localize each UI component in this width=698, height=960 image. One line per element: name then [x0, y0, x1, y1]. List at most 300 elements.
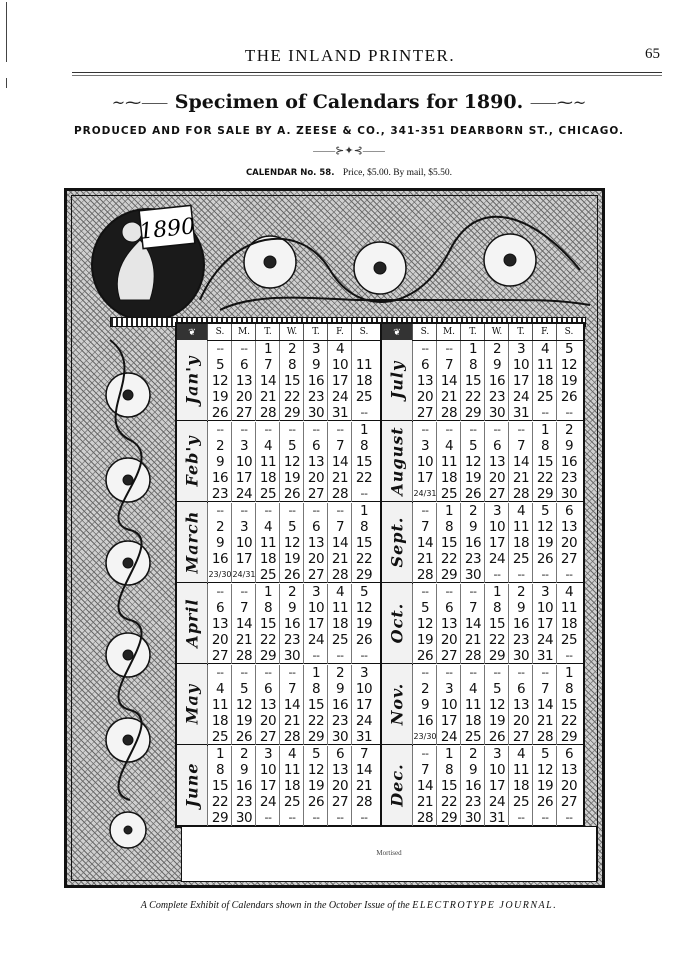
day-cell: 22: [207, 794, 232, 810]
day-cell: 2: [556, 422, 581, 438]
day-cell: --: [484, 665, 509, 681]
day-cell: 23: [207, 486, 232, 502]
caption-journal: ELECTROTYPE JOURNAL.: [412, 900, 558, 911]
day-cell: 17: [436, 713, 461, 729]
day-cell: 3: [484, 746, 509, 762]
day-cell: --: [207, 665, 232, 681]
day-cell: 5: [532, 746, 557, 762]
day-cell: 21: [412, 794, 437, 810]
day-cell: --: [532, 405, 557, 421]
headline-ornament-right: ⸺⁓~: [529, 93, 587, 112]
day-cell: 31: [327, 405, 352, 421]
day-cell: 17: [231, 470, 256, 486]
day-cell: 6: [556, 503, 581, 519]
day-cell: 15: [556, 697, 581, 713]
day-cell: 30: [484, 405, 509, 421]
day-cell: 22: [532, 470, 557, 486]
day-cell: --: [484, 422, 509, 438]
day-cell: 14: [231, 616, 256, 632]
month-name: June: [182, 762, 202, 808]
day-cell: 10: [412, 454, 437, 470]
day-cell: 30: [460, 567, 485, 583]
day-of-week-label: M.: [436, 324, 461, 340]
day-cell: 17: [484, 778, 509, 794]
day-cell: 18: [436, 470, 461, 486]
day-cell: 26: [279, 486, 304, 502]
day-cell: 15: [436, 778, 461, 794]
calendar-half-jan-jun: [177, 324, 382, 826]
day-cell: 29: [460, 405, 485, 421]
day-cell: 22: [484, 632, 509, 648]
day-cell: --: [532, 665, 557, 681]
day-cell: 5: [279, 519, 304, 535]
month-block: [382, 340, 585, 421]
day-cell: --: [351, 405, 376, 421]
day-cell: 5: [484, 681, 509, 697]
day-cell: 29: [279, 405, 304, 421]
day-cell: 12: [532, 519, 557, 535]
day-cell: 29: [303, 729, 328, 745]
day-cell: 4: [327, 341, 352, 357]
month-name: Nov.: [387, 682, 407, 726]
day-cell: 9: [231, 762, 256, 778]
day-cell: 16: [508, 616, 533, 632]
day-cell: 28: [508, 486, 533, 502]
day-cell: 10: [327, 357, 352, 373]
day-cell: 11: [460, 697, 485, 713]
day-cell: 8: [436, 519, 461, 535]
day-cell: 21: [327, 551, 352, 567]
day-cell: 10: [231, 535, 256, 551]
month-name-panel: [382, 421, 413, 501]
day-cell: 2: [279, 584, 304, 600]
day-cell: --: [556, 567, 581, 583]
month-name: August: [387, 426, 407, 496]
day-cell: 5: [303, 746, 328, 762]
month-name-panel: [177, 745, 208, 825]
day-cell: 8: [255, 600, 280, 616]
day-cell: 8: [484, 600, 509, 616]
day-cell: 19: [351, 616, 376, 632]
day-cell: --: [207, 584, 232, 600]
day-cell: 1: [207, 746, 232, 762]
day-cell: 2: [460, 746, 485, 762]
day-of-week-label: T.: [255, 324, 280, 340]
day-cell: 6: [327, 746, 352, 762]
month-name-panel: [382, 340, 413, 420]
month-name-panel: [177, 421, 208, 501]
month-name-panel: [382, 664, 413, 744]
eagle-icon: ❦: [177, 324, 207, 340]
day-cell: 23: [231, 794, 256, 810]
day-cell: 23: [279, 632, 304, 648]
day-cell: 23/30: [207, 567, 232, 583]
day-cell: 3: [412, 438, 437, 454]
day-cell: --: [303, 422, 328, 438]
day-cell: 7: [412, 519, 437, 535]
day-cell: --: [231, 665, 256, 681]
day-cell: 1: [436, 503, 461, 519]
day-of-week-label: F.: [532, 324, 557, 340]
day-cell: --: [231, 584, 256, 600]
day-cell: 21: [231, 632, 256, 648]
day-cell: 17: [351, 697, 376, 713]
day-cell: 15: [255, 616, 280, 632]
day-cell: 4: [255, 519, 280, 535]
day-cell: 6: [556, 746, 581, 762]
day-cell: 27: [484, 486, 509, 502]
day-cell: 12: [460, 454, 485, 470]
day-cell: 13: [556, 762, 581, 778]
month-block: [382, 421, 585, 502]
day-cell: 28: [532, 729, 557, 745]
day-cell: 25: [508, 551, 533, 567]
day-cell: 8: [303, 681, 328, 697]
day-cell: 24: [508, 389, 533, 405]
month-name: Oct.: [387, 602, 407, 644]
day-cell: 23: [327, 713, 352, 729]
day-cell: 18: [255, 551, 280, 567]
day-cell: 27: [255, 729, 280, 745]
month-name: Sept.: [387, 516, 407, 568]
eagle-icon: ❦: [382, 324, 412, 340]
day-cell: 11: [436, 454, 461, 470]
day-cell: 28: [460, 648, 485, 664]
day-cell: 26: [484, 729, 509, 745]
day-cell: --: [207, 422, 232, 438]
day-cell: 22: [436, 551, 461, 567]
day-cell: 28: [279, 729, 304, 745]
day-cell: 17: [484, 535, 509, 551]
day-cell: --: [255, 422, 280, 438]
day-cell: 27: [327, 794, 352, 810]
day-cell: 21: [412, 551, 437, 567]
day-cell: --: [508, 567, 533, 583]
day-cell: 11: [351, 357, 376, 373]
day-cell: 25: [436, 486, 461, 502]
day-cell: 19: [231, 713, 256, 729]
day-cell: 15: [351, 454, 376, 470]
day-cell: 23: [556, 470, 581, 486]
day-cell: 11: [207, 697, 232, 713]
day-cell: 20: [508, 713, 533, 729]
day-cell: 22: [303, 713, 328, 729]
day-cell: [351, 341, 376, 357]
day-cell: 30: [303, 405, 328, 421]
day-cell: 10: [436, 697, 461, 713]
day-cell: 7: [231, 600, 256, 616]
day-cell: 26: [460, 486, 485, 502]
divider-ornament: ——⊱✦⊰——: [313, 145, 385, 157]
day-cell: 26: [207, 405, 232, 421]
day-cell: 24: [436, 729, 461, 745]
day-cell: 1: [532, 422, 557, 438]
day-cell: --: [460, 665, 485, 681]
day-cell: 3: [508, 341, 533, 357]
day-cell: 4: [508, 746, 533, 762]
day-cell: 14: [327, 535, 352, 551]
day-cell: 23: [460, 794, 485, 810]
mortised-panel: [181, 826, 597, 882]
day-cell: --: [436, 341, 461, 357]
day-cell: 10: [303, 600, 328, 616]
journal-title: THE INLAND PRINTER.: [244, 46, 456, 65]
day-cell: 11: [279, 762, 304, 778]
day-cell: 20: [484, 470, 509, 486]
day-cell: 24: [255, 794, 280, 810]
day-cell: --: [351, 810, 376, 826]
day-of-week-label: S.: [556, 324, 581, 340]
day-cell: 22: [436, 794, 461, 810]
day-cell: 27: [231, 405, 256, 421]
day-cell: 6: [412, 357, 437, 373]
day-cell: 10: [231, 454, 256, 470]
day-cell: 11: [327, 600, 352, 616]
day-cell: 29: [207, 810, 232, 826]
day-cell: 14: [436, 373, 461, 389]
day-cell: 13: [484, 454, 509, 470]
day-cell: 4: [436, 438, 461, 454]
page-number: 65: [645, 46, 660, 62]
day-cell: 16: [207, 470, 232, 486]
day-cell: 27: [303, 567, 328, 583]
day-cell: 24/31: [412, 486, 437, 502]
day-cell: 4: [327, 584, 352, 600]
day-cell: 6: [508, 681, 533, 697]
day-cell: 21: [279, 713, 304, 729]
day-cell: 29: [351, 567, 376, 583]
day-cell: --: [303, 503, 328, 519]
day-cell: 19: [412, 632, 437, 648]
day-cell: 3: [255, 746, 280, 762]
month-block: [177, 421, 380, 502]
day-cell: 14: [532, 697, 557, 713]
day-cell: 3: [231, 519, 256, 535]
day-cell: 25: [207, 729, 232, 745]
day-cell: 12: [279, 535, 304, 551]
day-cell: 31: [351, 729, 376, 745]
day-cell: 11: [532, 357, 557, 373]
day-cell: 26: [303, 794, 328, 810]
day-cell: --: [460, 584, 485, 600]
day-cell: 14: [412, 535, 437, 551]
day-cell: --: [279, 810, 304, 826]
day-cell: 28: [255, 405, 280, 421]
day-cell: --: [255, 503, 280, 519]
day-cell: 2: [327, 665, 352, 681]
day-cell: 1: [484, 584, 509, 600]
day-cell: 7: [460, 600, 485, 616]
day-cell: --: [412, 746, 437, 762]
month-block: [177, 502, 380, 583]
month-name-panel: [177, 664, 208, 744]
day-cell: 13: [303, 535, 328, 551]
day-cell: 12: [207, 373, 232, 389]
day-cell: 18: [532, 373, 557, 389]
day-cell: 23: [508, 632, 533, 648]
day-cell: --: [556, 810, 581, 826]
day-of-week-header: [382, 324, 585, 341]
month-block: [177, 664, 380, 745]
day-cell: 28: [436, 405, 461, 421]
day-cell: 26: [556, 389, 581, 405]
day-cell: 18: [327, 616, 352, 632]
day-cell: 8: [556, 681, 581, 697]
day-cell: 29: [532, 486, 557, 502]
day-cell: 6: [303, 438, 328, 454]
month-name-panel: [177, 502, 208, 582]
day-cell: 14: [255, 373, 280, 389]
day-cell: 7: [327, 438, 352, 454]
day-cell: 30: [279, 648, 304, 664]
day-cell: 28: [412, 567, 437, 583]
day-cell: 13: [412, 373, 437, 389]
day-cell: 6: [255, 681, 280, 697]
month-block: [382, 583, 585, 664]
calendar-price: Price, $5.00. By mail, $5.50.: [342, 168, 453, 178]
day-cell: 4: [207, 681, 232, 697]
day-cell: 24: [484, 551, 509, 567]
day-cell: 2: [412, 681, 437, 697]
day-cell: --: [460, 422, 485, 438]
day-cell: --: [412, 665, 437, 681]
day-cell: 22: [351, 551, 376, 567]
day-cell: 30: [231, 810, 256, 826]
day-cell: 17: [508, 373, 533, 389]
headline-title: Specimen of Calendars for 1890.: [174, 91, 524, 113]
day-cell: 16: [303, 373, 328, 389]
day-cell: 8: [460, 357, 485, 373]
day-cell: 9: [508, 600, 533, 616]
month-block: [177, 745, 380, 826]
day-cell: 23: [484, 389, 509, 405]
day-cell: 19: [484, 713, 509, 729]
day-cell: 2: [207, 438, 232, 454]
day-cell: 15: [207, 778, 232, 794]
day-cell: 18: [556, 616, 581, 632]
day-cell: 6: [207, 600, 232, 616]
day-cell: 23: [303, 389, 328, 405]
day-cell: 11: [255, 535, 280, 551]
month-block: [177, 583, 380, 664]
day-cell: --: [207, 341, 232, 357]
day-cell: --: [508, 665, 533, 681]
day-cell: 1: [436, 746, 461, 762]
day-of-week-label: F.: [327, 324, 352, 340]
day-cell: 19: [279, 551, 304, 567]
day-cell: 5: [532, 503, 557, 519]
month-name-panel: [177, 340, 208, 420]
day-cell: 10: [532, 600, 557, 616]
day-cell: 15: [460, 373, 485, 389]
day-cell: 9: [460, 762, 485, 778]
day-cell: 26: [351, 632, 376, 648]
day-cell: 18: [508, 778, 533, 794]
day-cell: 18: [508, 535, 533, 551]
day-cell: 28: [327, 567, 352, 583]
day-cell: 12: [532, 762, 557, 778]
day-cell: 1: [351, 422, 376, 438]
day-cell: 24: [327, 389, 352, 405]
day-cell: 8: [436, 762, 461, 778]
month-block: [177, 340, 380, 421]
day-cell: 2: [207, 519, 232, 535]
day-cell: 1: [255, 584, 280, 600]
day-cell: --: [279, 422, 304, 438]
day-cell: 15: [532, 454, 557, 470]
day-cell: 9: [460, 519, 485, 535]
day-cell: 15: [279, 373, 304, 389]
day-cell: 10: [484, 519, 509, 535]
day-cell: 29: [436, 810, 461, 826]
day-cell: 4: [255, 438, 280, 454]
day-of-week-label: T.: [508, 324, 533, 340]
day-cell: 13: [327, 762, 352, 778]
day-cell: 29: [484, 648, 509, 664]
day-cell: 7: [412, 762, 437, 778]
day-cell: 16: [484, 373, 509, 389]
day-cell: 16: [460, 778, 485, 794]
month-name: Dec.: [387, 763, 407, 807]
day-cell: 9: [207, 454, 232, 470]
calendar-grid: [175, 322, 585, 828]
day-cell: 2: [460, 503, 485, 519]
day-cell: 24: [351, 713, 376, 729]
day-cell: --: [279, 665, 304, 681]
day-cell: 16: [279, 616, 304, 632]
day-cell: 2: [279, 341, 304, 357]
month-block: [382, 664, 585, 745]
day-cell: 18: [460, 713, 485, 729]
day-cell: 4: [556, 584, 581, 600]
day-cell: 28: [231, 648, 256, 664]
day-cell: 20: [303, 470, 328, 486]
month-name: March: [182, 510, 202, 574]
day-cell: 24/31: [231, 567, 256, 583]
day-cell: 5: [279, 438, 304, 454]
day-cell: 6: [484, 438, 509, 454]
day-cell: 21: [532, 713, 557, 729]
year-label: 1890: [138, 214, 197, 245]
day-cell: --: [412, 503, 437, 519]
day-cell: 9: [556, 438, 581, 454]
day-cell: 21: [460, 632, 485, 648]
day-cell: 15: [351, 535, 376, 551]
month-name: Jan'y: [182, 355, 202, 405]
day-cell: --: [231, 503, 256, 519]
caption-text: A Complete Exhibit of Calendars shown in the October Issue of the: [140, 900, 410, 911]
day-cell: --: [412, 584, 437, 600]
day-cell: 26: [279, 567, 304, 583]
day-cell: 25: [327, 632, 352, 648]
day-cell: 13: [207, 616, 232, 632]
day-cell: --: [412, 422, 437, 438]
day-cell: 25: [532, 389, 557, 405]
day-cell: 9: [412, 697, 437, 713]
day-cell: 12: [484, 697, 509, 713]
day-cell: 18: [279, 778, 304, 794]
day-cell: 27: [556, 551, 581, 567]
day-cell: --: [327, 810, 352, 826]
day-cell: 3: [351, 665, 376, 681]
day-cell: 17: [255, 778, 280, 794]
month-name-panel: [382, 583, 413, 663]
day-of-week-label: T.: [460, 324, 485, 340]
day-cell: 29: [255, 648, 280, 664]
day-cell: --: [303, 810, 328, 826]
month-name: July: [387, 360, 407, 400]
day-cell: --: [436, 422, 461, 438]
